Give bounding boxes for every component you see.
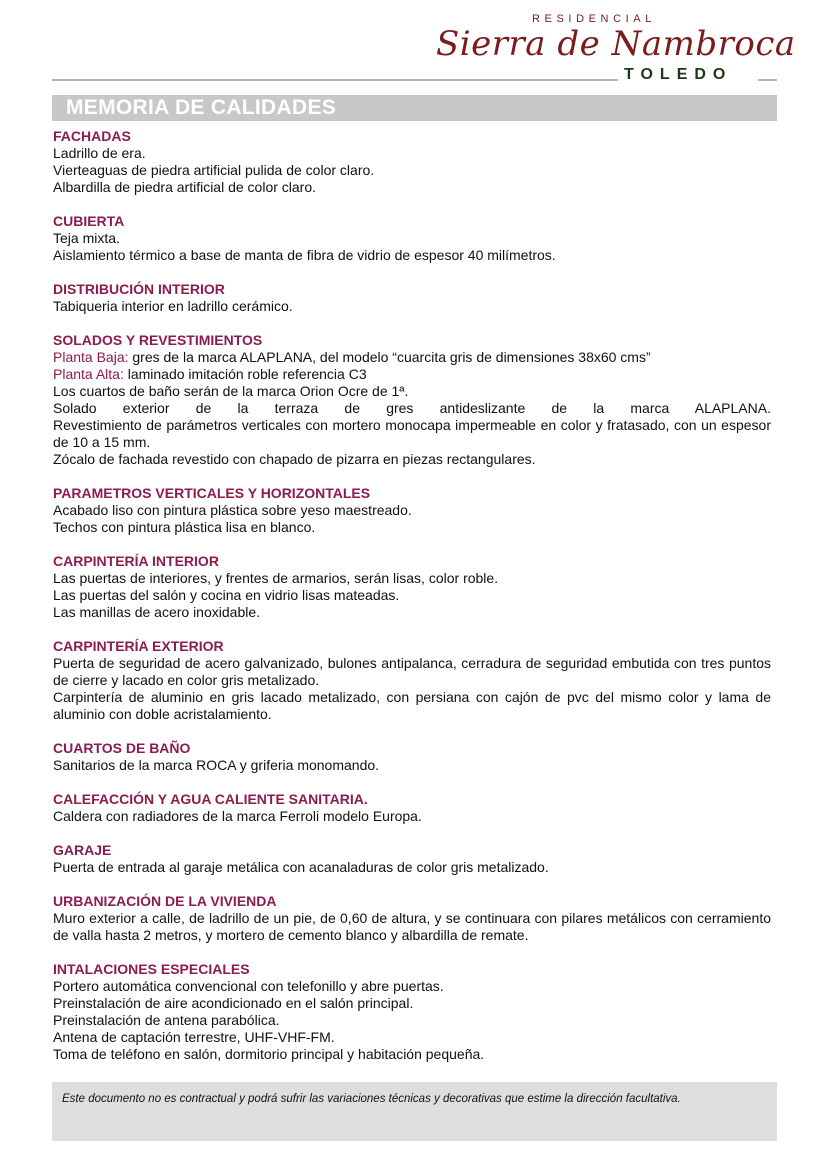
section-line: Las manillas de acero inoxidable. — [53, 604, 261, 620]
section-heading: CARPINTERÍA EXTERIOR — [53, 638, 224, 654]
section-line: Revestimiento de parámetros verticales con mortero monocapa impermeable en color y fratasado, con un espesor de 10 a 15 mm. — [53, 417, 771, 450]
section-parametros — [53, 485, 771, 536]
section-line: Aislamiento térmico a base de manta de fibra de vidrio de espesor 40 milímetros. — [53, 247, 556, 263]
section-line: Las puertas de interiores, y frentes de armarios, serán lisas, color roble. — [53, 570, 499, 586]
section-heading: CUARTOS DE BAÑO — [53, 740, 191, 756]
title-bar — [52, 95, 777, 121]
planta-baja-text: gres de la marca ALAPLANA, del modelo “cuarcita gris de dimensiones 38x60 cms” — [128, 349, 651, 365]
disclaimer-box — [52, 1082, 777, 1141]
section-line: Las puertas del salón y cocina en vidrio lisas mateadas. — [53, 587, 400, 603]
planta-baja-label: Planta Baja: — [53, 349, 129, 365]
section-line: Carpintería de aluminio en gris lacado metalizado, con persiana con cajón de pvc del mismo color y lama de aluminio con doble acristalamiento. — [53, 689, 771, 722]
section-heading: GARAJE — [53, 842, 112, 858]
section-heading: CUBIERTA — [53, 213, 125, 229]
section-line: Ladrillo de era. — [53, 145, 146, 161]
document-body — [53, 128, 771, 1080]
section-cubierta — [53, 213, 771, 264]
section-urbanizacion — [53, 893, 771, 944]
logo — [0, 0, 827, 90]
section-line: Portero automática convencional con telefonillo y abre puertas. — [53, 978, 444, 994]
section-fachadas — [53, 128, 771, 196]
section-line: Caldera con radiadores de la marca Ferroli modelo Europa. — [53, 808, 422, 824]
planta-alta-label: Planta Alta: — [53, 366, 124, 382]
section-heading: DISTRIBUCIÓN INTERIOR — [53, 281, 225, 297]
page-title: MEMORIA DE CALIDADES — [66, 96, 337, 119]
section-line: Solado exterior de la terraza de gres antideslizante de la marca ALAPLANA. — [53, 400, 771, 416]
section-line: Techos con pintura plástica lisa en blanco. — [53, 519, 316, 535]
section-line: Acabado liso con pintura plástica sobre yeso maestreado. — [53, 502, 412, 518]
header-divider-right — [758, 79, 777, 81]
disclaimer-text: Este documento no es contractual y podrá sufrir las variaciones técnicas y decorativas que estime la dirección facultativa. — [62, 1093, 681, 1105]
section-line: Puerta de entrada al garaje metálica con acanaladuras de color gris metalizado. — [53, 859, 549, 875]
logo-residencial: RESIDENCIAL — [532, 13, 656, 25]
logo-name: Sierra de Nambroca — [436, 24, 796, 64]
section-cuartos-bano — [53, 740, 771, 774]
section-line: Los cuartos de baño serán de la marca Orion Ocre de 1ª. — [53, 383, 409, 399]
section-line: Preinstalación de aire acondicionado en el salón principal. — [53, 995, 414, 1011]
section-carpinteria-exterior — [53, 638, 771, 723]
section-line: Preinstalación de antena parabólica. — [53, 1012, 280, 1028]
section-line: Vierteaguas de piedra artificial pulida de color claro. — [53, 162, 375, 178]
planta-alta-text: laminado imitación roble referencia C3 — [123, 366, 367, 382]
section-heading: URBANIZACIÓN DE LA VIVIENDA — [53, 893, 277, 909]
section-instalaciones-especiales — [53, 961, 771, 1063]
section-heading: CALEFACCIÓN Y AGUA CALIENTE SANITARIA. — [53, 791, 368, 807]
section-line: Antena de captación terrestre, UHF-VHF-FM. — [53, 1029, 335, 1045]
section-heading: CARPINTERÍA INTERIOR — [53, 553, 219, 569]
section-heading: PARAMETROS VERTICALES Y HORIZONTALES — [53, 485, 371, 501]
section-line: Albardilla de piedra artificial de color claro. — [53, 179, 317, 195]
logo-city: TOLEDO — [624, 66, 733, 83]
section-line: Toma de teléfono en salón, dormitorio principal y habitación pequeña. — [53, 1046, 485, 1062]
section-solados-revestimientos — [53, 332, 771, 468]
section-line: Muro exterior a calle, de ladrillo de un pie, de 0,60 de altura, y se continuara con pilares metálicos con cerramiento de valla hasta 2 metros, y mortero de cemento blanco y albardilla de remate. — [53, 910, 771, 943]
header-divider-left — [52, 79, 618, 81]
section-line: Tabiqueria interior en ladrillo cerámico. — [53, 298, 293, 314]
section-line: Teja mixta. — [53, 230, 120, 246]
section-distribucion-interior — [53, 281, 771, 315]
section-line-planta-alta — [53, 366, 771, 383]
section-heading: INTALACIONES ESPECIALES — [53, 961, 250, 977]
section-heading: SOLADOS Y REVESTIMIENTOS — [53, 332, 263, 348]
section-carpinteria-interior — [53, 553, 771, 621]
section-calefaccion — [53, 791, 771, 825]
section-line: Sanitarios de la marca ROCA y griferia monomando. — [53, 757, 380, 773]
section-heading: FACHADAS — [53, 128, 131, 144]
section-line: Puerta de seguridad de acero galvanizado, bulones antipalanca, cerradura de seguridad embutida con tres puntos de cierre y lacado en color gris metalizado. — [53, 655, 771, 688]
section-line-planta-baja — [53, 349, 771, 366]
section-line: Zócalo de fachada revestido con chapado de pizarra en piezas rectangulares. — [53, 451, 536, 467]
section-garaje — [53, 842, 771, 876]
